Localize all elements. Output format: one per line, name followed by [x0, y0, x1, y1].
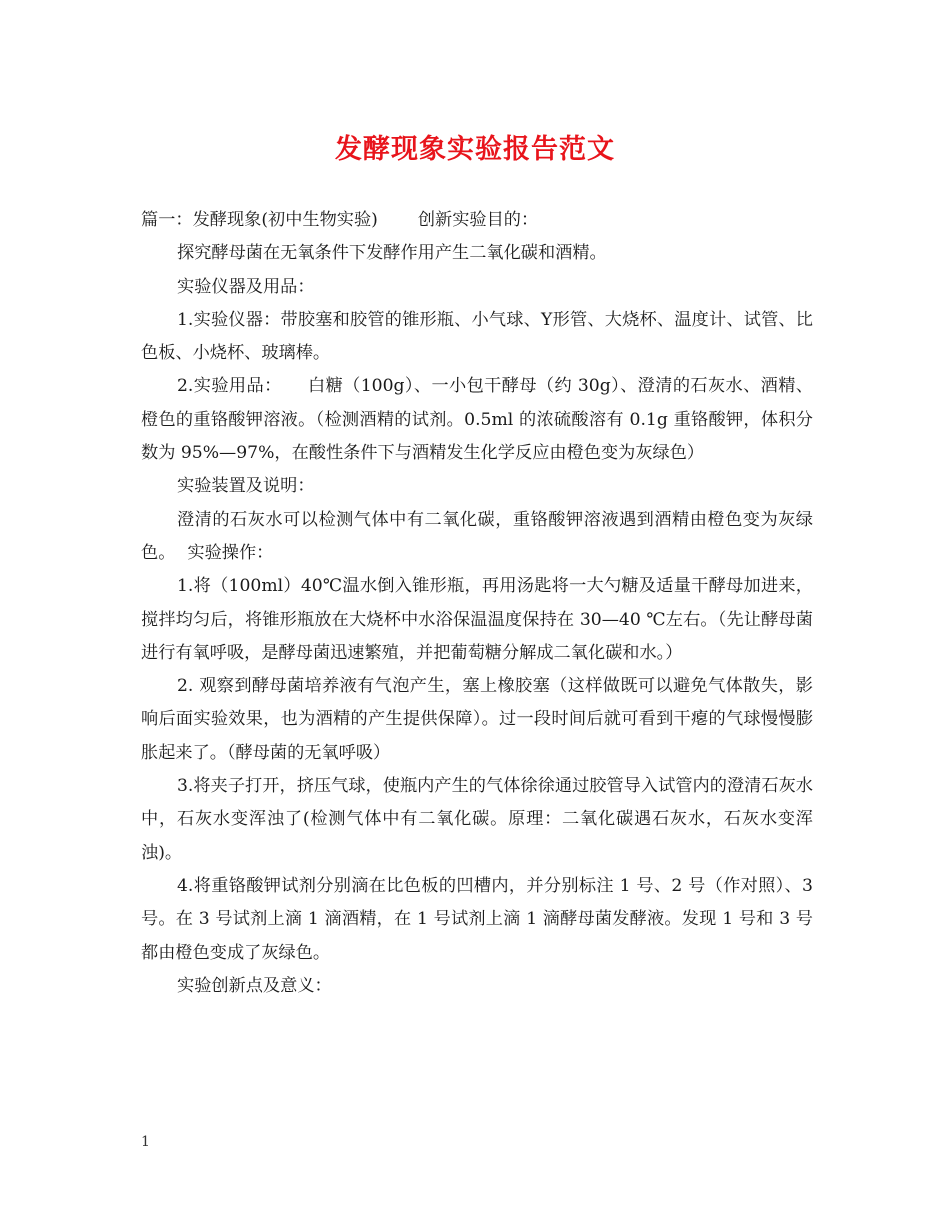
instruments-paragraph: 1.实验仪器：带胶塞和胶管的锥形瓶、小气球、Y形管、大烧杯、温度计、试管、比色板、小烧杯、玻璃棒。 — [141, 309, 813, 364]
materials-paragraph — [141, 370, 813, 470]
materials-text: 白糖（100g）、一小包干酵母（约 30g）、澄清的石灰水、酒精、橙色的重铬酸钾溶液。（检测酒精的试剂。0.5ml 的浓硫酸溶有 0.1g 重铬酸钾，体积分数为 95%—97%，在酸性条件下与酒精发生化学反应由橙色变为灰绿色） — [141, 376, 813, 464]
equipment-heading: 实验仪器及用品： — [177, 276, 315, 297]
section-heading: 篇一：发酵现象(初中生物实验) — [141, 210, 378, 230]
setup-text: 澄清的石灰水可以检测气体中有二氧化碳，重铬酸钾溶液遇到酒精由橙色变为灰绿色。 — [141, 509, 813, 563]
document-body — [141, 204, 813, 1003]
materials-label: 2.实验用品： — [177, 376, 282, 397]
setup-heading: 实验装置及说明： — [177, 476, 315, 497]
page-number: 1 — [141, 1134, 150, 1150]
step-2: 2. 观察到酵母菌培养液有气泡产生，塞上橡胶塞（这样做既可以避免气体散失，影响后面实验效果，也为酒精的产生提供保障）。过一段时间后就可看到干瘪的气球慢慢膨胀起来了。（酵母菌的无氧呼吸） — [141, 676, 813, 763]
document-title: 发酵现象实验报告范文 — [335, 134, 615, 165]
purpose-label: 创新实验目的： — [417, 210, 539, 230]
purpose-paragraph: 探究酵母菌在无氧条件下发酵作用产生二氧化碳和酒精。 — [177, 243, 607, 264]
setup-paragraph — [141, 504, 813, 571]
innovation-heading: 实验创新点及意义： — [177, 975, 332, 996]
operation-label: 实验操作： — [187, 542, 274, 563]
section-heading-line — [141, 204, 813, 237]
step-4: 4.将重铬酸钾试剂分别滴在比色板的凹槽内，并分别标注 1 号、2 号（作对照）、3 号。在 3 号试剂上滴 1 滴酒精，在 1 号试剂上滴 1 滴酵母菌发酵液。发现 1 号和 3 号都由橙色变成了灰绿色。 — [141, 875, 813, 963]
step-1: 1.将（100ml）40℃温水倒入锥形瓶，再用汤匙将一大勺糖及适量干酵母加进来，搅拌均匀后，将锥形瓶放在大烧杯中水浴保温温度保持在 30—40 ℃左右。（先让酵母菌进行有氧呼吸，是酵母菌迅速繁殖，并把葡萄糖分解成二氧化碳和水。） — [141, 576, 813, 663]
step-3: 3.将夹子打开，挤压气球，使瓶内产生的气体徐徐通过胶管导入试管内的澄清石灰水中，石灰水变浑浊了(检测气体中有二氧化碳。原理：二氧化碳遇石灰水，石灰水变浑浊)。 — [141, 776, 813, 863]
